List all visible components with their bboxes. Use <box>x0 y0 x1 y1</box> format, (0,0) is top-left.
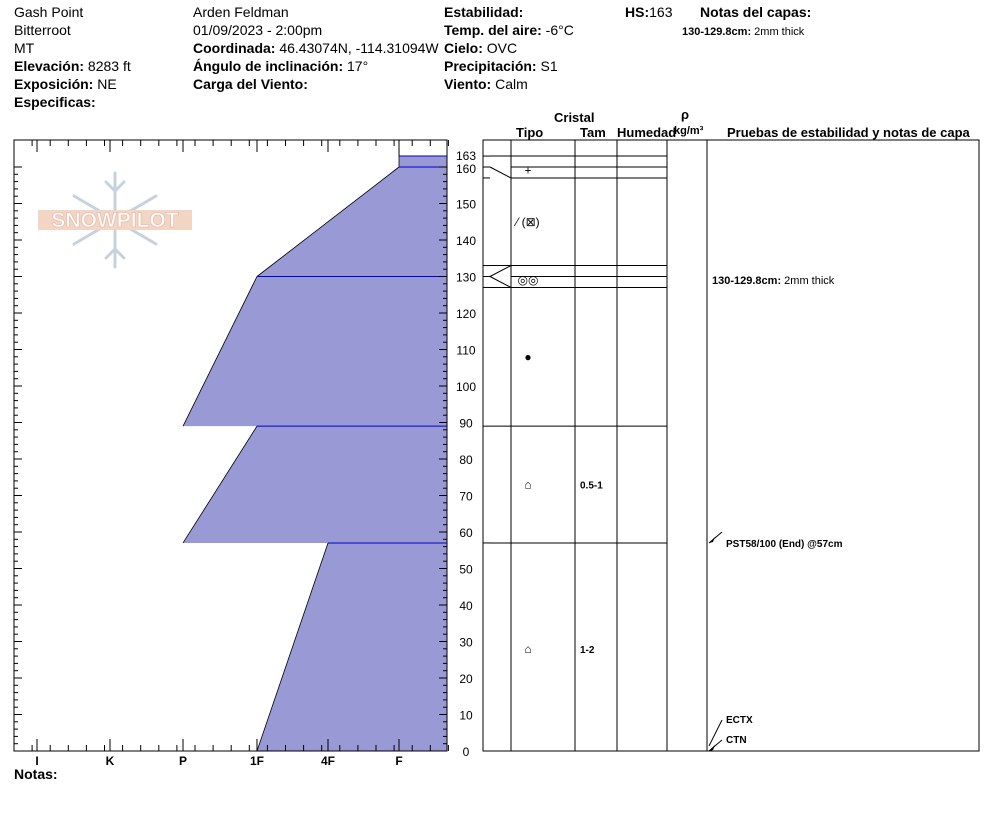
hardness-label-4F: 4F <box>320 754 336 768</box>
hardness-profile <box>183 156 447 751</box>
coord-value: 46.43074N, -114.31094W <box>279 40 439 56</box>
depth-label-10: 10 <box>459 708 473 723</box>
depth-label-160: 160 <box>455 162 477 176</box>
elevation-value: 8283 ft <box>87 58 131 74</box>
test-arrowhead-0 <box>709 537 715 543</box>
date-time: 01/09/2023 - 2:00pm <box>193 22 323 38</box>
layer-table <box>483 140 979 751</box>
hardness-layer-3 <box>183 426 447 543</box>
depth-label-0: 0 <box>462 745 470 759</box>
state: MT <box>14 40 35 56</box>
air-temp-label: Temp. del aire: <box>444 22 542 38</box>
hardness-layer-2 <box>183 277 447 427</box>
wind-value: Calm <box>495 76 528 92</box>
observer: Arden Feldman <box>193 4 289 20</box>
slope-value: 17° <box>347 58 369 74</box>
hardness-label-I: I <box>35 754 39 768</box>
tests-header: Pruebas de estabilidad y notas de capa <box>727 125 970 140</box>
depth-label-30: 30 <box>459 635 473 650</box>
logo-text: SNOWPILOT <box>51 209 179 232</box>
depth-label-70: 70 <box>459 489 473 504</box>
crystal-size-4: 0.5-1 <box>580 480 603 492</box>
depth-label-90: 90 <box>459 416 473 431</box>
sky-label: Cielo: <box>444 40 483 56</box>
hardness-layer-4 <box>257 543 447 751</box>
wind-label: Viento: <box>444 76 492 92</box>
air-temp-value: -6°C <box>545 22 574 38</box>
slope-label: Ángulo de inclinación: <box>193 58 344 74</box>
mountain-range: Bitterroot <box>14 22 71 38</box>
depth-label-140: 140 <box>455 234 477 248</box>
snowpilot-logo <box>38 173 192 267</box>
wind-load-label: Carga del Viento: <box>193 76 308 92</box>
sky-value: OVC <box>486 40 518 56</box>
crystal-type-5: ⌂ <box>524 641 532 656</box>
density-unit-header: kg/m³ <box>674 125 704 137</box>
layer-connector-3 <box>490 277 511 288</box>
hardness-label-1F: 1F <box>249 754 265 768</box>
depth-label-130: 130 <box>455 270 477 285</box>
precip-value: S1 <box>540 58 558 74</box>
depth-label-40: 40 <box>459 599 473 613</box>
hs-value: 163 <box>649 4 673 20</box>
stability-test-1: ECTX <box>726 715 753 726</box>
layer-connector-0 <box>490 167 511 178</box>
precip-label: Precipitación: <box>444 58 537 74</box>
type-header: Tipo <box>516 125 544 140</box>
layer-note-range: 130-129.8cm: <box>682 26 752 38</box>
depth-label-50: 50 <box>459 562 473 577</box>
aspect-value: NE <box>97 76 117 92</box>
crystal-type-0: + <box>524 163 532 178</box>
stability-test-2: CTN <box>726 735 747 746</box>
depth-label-110: 110 <box>456 343 476 358</box>
specifics-label: Especificas: <box>14 94 96 110</box>
layer-connector-2 <box>490 266 511 277</box>
test-arrowhead-2 <box>709 745 715 751</box>
rho-header: ρ <box>681 107 690 122</box>
hardness-label-F: F <box>395 754 403 768</box>
table-layer-note-range: 130-129.8cm: <box>712 275 785 288</box>
table-layer-note-text: 2mm thick <box>784 275 835 288</box>
depth-label-120: 120 <box>455 307 477 321</box>
hardness-layer-0 <box>399 156 447 167</box>
hardness-label-P: P <box>178 754 188 768</box>
notes-label: Notas: <box>14 766 58 782</box>
table-layer-note-0 <box>712 275 835 287</box>
table-frame <box>483 140 979 751</box>
depth-label-150: 150 <box>455 197 477 212</box>
stability-test-0: PST58/100 (End) @57cm <box>726 538 843 550</box>
stability-label: Estabilidad: <box>444 4 524 20</box>
hs-label: HS: <box>625 4 650 20</box>
aspect-label: Exposición: <box>14 76 94 92</box>
layer-notes-label: Notas del capas: <box>700 4 812 20</box>
crystal-size-5: 1-2 <box>580 644 595 656</box>
depth-label-100: 100 <box>455 380 477 394</box>
layer-note-text: 2mm thick <box>754 26 805 38</box>
location-name: Gash Point <box>14 4 84 20</box>
crystal-type-4: ⌂ <box>524 477 532 492</box>
depth-label-80: 80 <box>459 453 473 467</box>
crystal-header: Cristal <box>554 110 595 125</box>
crystal-type-1: ⁄ (⊠) <box>516 214 540 229</box>
coord-label: Coordinada: <box>193 40 276 56</box>
crystal-type-2: ◎◎ <box>517 273 539 288</box>
crystal-type-3: ● <box>524 349 532 364</box>
size-header: Tam <box>580 125 606 140</box>
depth-label-163: 163 <box>455 149 477 164</box>
depth-label-20: 20 <box>459 672 473 686</box>
depth-label-60: 60 <box>459 526 473 540</box>
hardness-label-K: K <box>105 754 115 768</box>
elevation-label: Elevación: <box>14 58 85 74</box>
hardness-layer-1 <box>257 167 447 277</box>
moisture-header: Humedad <box>617 125 677 140</box>
